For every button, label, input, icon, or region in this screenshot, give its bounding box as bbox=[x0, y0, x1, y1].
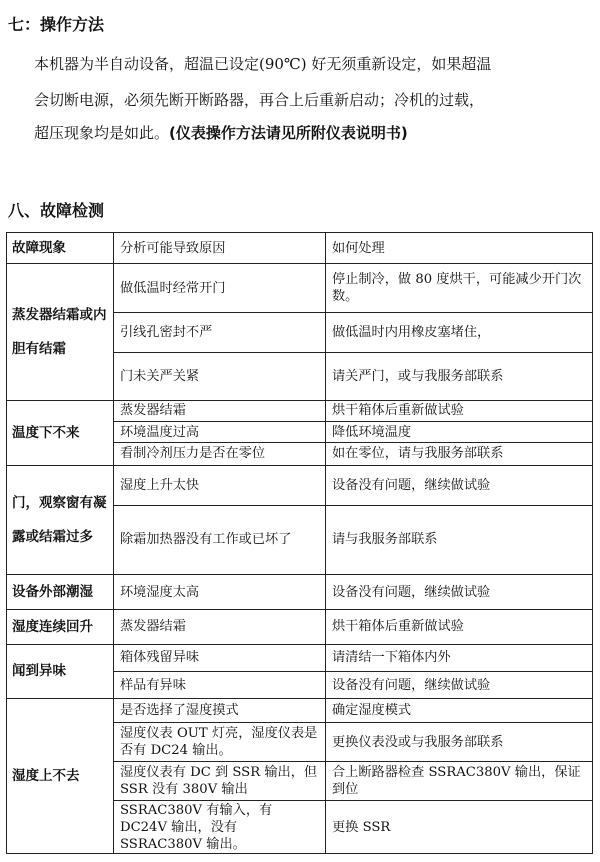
operation-paragraph-line-1: 本机器为半自动设备，超温已设定(90℃) 好无须重新设定，如果超温 bbox=[34, 55, 492, 73]
action-cell: 烘干箱体后重新做试验 bbox=[326, 400, 593, 421]
action-cell: 烘干箱体后重新做试验 bbox=[326, 610, 593, 644]
cause-cell: 看制冷剂压力是否在零位 bbox=[114, 443, 326, 465]
action-cell: 降低环境温度 bbox=[326, 422, 593, 443]
header-symptom: 故障现象 bbox=[7, 233, 114, 264]
action-cell: 更换仪表没或与我服务部联系 bbox=[326, 723, 593, 761]
symptom-cell: 湿度连续回升 bbox=[7, 610, 114, 644]
section-7-heading: 七：操作方法 bbox=[8, 15, 105, 34]
fault-detection-table bbox=[6, 232, 593, 854]
action-cell: 如在零位，请与我服务部联系 bbox=[326, 443, 593, 465]
action-cell: 确定湿度模式 bbox=[326, 699, 593, 723]
header-cause: 分析可能导致原因 bbox=[114, 233, 326, 264]
action-cell: 做低温时内用橡皮塞堵住， bbox=[326, 312, 593, 352]
symptom-cell: 设备外部潮湿 bbox=[7, 574, 114, 609]
operation-paragraph-line-2: 会切断电源，必须先断开断路器，再合上后重新启动；冷机的过载， bbox=[34, 91, 485, 109]
operation-paragraph-line-3 bbox=[34, 123, 408, 143]
action-cell: 合上断路器检查 SSRAC380V 输出，保证到位 bbox=[326, 761, 593, 800]
cause-cell: 环境温度过高 bbox=[114, 422, 326, 443]
header-action: 如何处理 bbox=[326, 233, 593, 264]
cause-cell: 门未关严关紧 bbox=[114, 353, 326, 401]
cause-cell: 湿度仪表有 DC 到 SSR 输出，但 SSR 没有 380V 输出 bbox=[114, 761, 326, 800]
cause-cell: 湿度上升太快 bbox=[114, 465, 326, 505]
cause-cell: SSRAC380V 有输入，有 DC24V 输出，没有 SSRAC380V 输出。 bbox=[114, 801, 326, 854]
cause-cell: 样品有异味 bbox=[114, 671, 326, 698]
symptom-cell: 温度下不来 bbox=[7, 400, 114, 465]
table-row bbox=[7, 465, 593, 505]
cause-cell: 环境湿度太高 bbox=[114, 574, 326, 609]
table-header-row bbox=[7, 233, 593, 264]
action-cell: 设备没有问题，继续做试验 bbox=[326, 671, 593, 698]
action-cell: 更换 SSR bbox=[326, 801, 593, 854]
action-cell: 请关严门，或与我服务部联系 bbox=[326, 353, 593, 401]
action-cell: 设备没有问题，继续做试验 bbox=[326, 465, 593, 505]
table-row bbox=[7, 574, 593, 609]
cause-cell: 蒸发器结霜 bbox=[114, 400, 326, 421]
cause-cell: 是否选择了湿度摸式 bbox=[114, 699, 326, 723]
action-cell: 请与我服务部联系 bbox=[326, 506, 593, 575]
table-row bbox=[7, 400, 593, 421]
cause-cell: 除霜加热器没有工作或已坏了 bbox=[114, 506, 326, 575]
section-8-heading: 八、故障检测 bbox=[8, 201, 105, 220]
cause-cell: 引线孔密封不严 bbox=[114, 312, 326, 352]
cause-cell: 做低温时经常开门 bbox=[114, 264, 326, 313]
table-row bbox=[7, 264, 593, 313]
symptom-cell: 闻到异味 bbox=[7, 644, 114, 699]
table-row bbox=[7, 699, 593, 723]
action-cell: 请清结一下箱体内外 bbox=[326, 644, 593, 671]
operation-paragraph-text: 超压现象均是如此。 bbox=[34, 124, 170, 142]
table-row bbox=[7, 610, 593, 644]
table-row bbox=[7, 644, 593, 671]
symptom-cell: 湿度上不去 bbox=[7, 699, 114, 854]
symptom-cell: 门，观察窗有凝露或结霜过多 bbox=[7, 465, 114, 574]
cause-cell: 湿度仪表 OUT 灯亮，湿度仪表是否有 DC24 输出。 bbox=[114, 723, 326, 761]
cause-cell: 蒸发器结霜 bbox=[114, 610, 326, 644]
cause-cell: 箱体残留异味 bbox=[114, 644, 326, 671]
action-cell: 停止制冷，做 80 度烘干，可能减少开门次数。 bbox=[326, 264, 593, 313]
symptom-cell: 蒸发器结霜或内胆有结霜 bbox=[7, 264, 114, 401]
action-cell: 设备没有问题，继续做试验 bbox=[326, 574, 593, 609]
instrument-manual-note: (仪表操作方法请见所附仪表说明书) bbox=[169, 124, 408, 142]
